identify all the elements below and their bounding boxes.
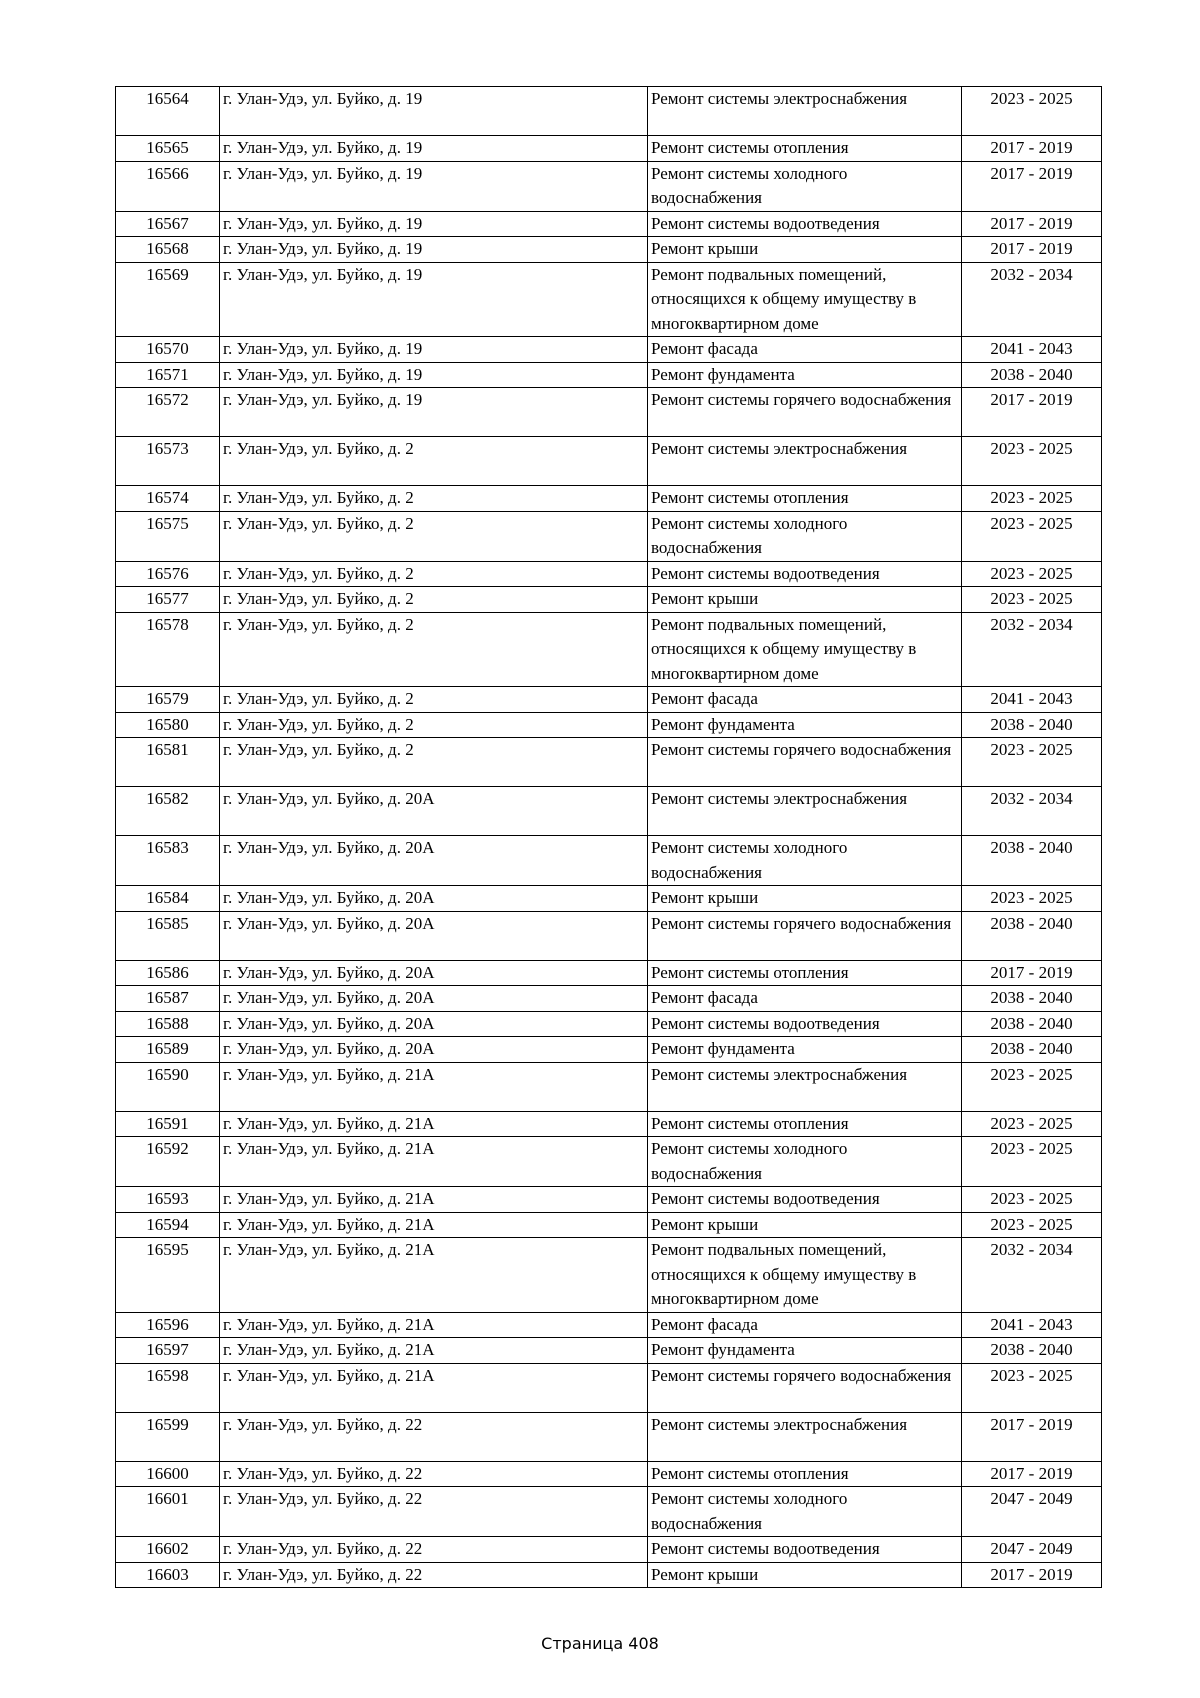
row-number-cell: 16602 [116,1537,220,1563]
period-cell: 2023 - 2025 [962,87,1102,136]
address-cell: г. Улан-Удэ, ул. Буйко, д. 2 [220,587,648,613]
work-type-cell: Ремонт системы отопления [648,960,962,986]
table-row [116,1338,1102,1364]
address-cell: г. Улан-Удэ, ул. Буйко, д. 21А [220,1212,648,1238]
period-cell: 2017 - 2019 [962,237,1102,263]
table-row [116,1537,1102,1563]
row-number-cell: 16597 [116,1338,220,1364]
row-number-cell: 16569 [116,262,220,337]
row-number-cell: 16573 [116,437,220,486]
address-cell: г. Улан-Удэ, ул. Буйко, д. 21А [220,1238,648,1313]
period-cell: 2023 - 2025 [962,437,1102,486]
row-number-cell: 16599 [116,1412,220,1461]
work-type-cell: Ремонт системы холодного водоснабжения [648,836,962,886]
address-cell: г. Улан-Удэ, ул. Буйко, д. 20А [220,986,648,1012]
period-cell: 2032 - 2034 [962,262,1102,337]
table-row [116,911,1102,960]
table-row [116,886,1102,912]
work-type-cell: Ремонт фасада [648,1312,962,1338]
row-number-cell: 16596 [116,1312,220,1338]
period-cell: 2032 - 2034 [962,1238,1102,1313]
address-cell: г. Улан-Удэ, ул. Буйко, д. 21А [220,1187,648,1213]
address-cell: г. Улан-Удэ, ул. Буйко, д. 2 [220,486,648,512]
period-cell: 2023 - 2025 [962,1137,1102,1187]
table-row [116,1037,1102,1063]
table-row [116,1062,1102,1111]
table-row [116,362,1102,388]
work-type-cell: Ремонт системы отопления [648,136,962,162]
row-number-cell: 16591 [116,1111,220,1137]
row-number-cell: 16574 [116,486,220,512]
table-row [116,787,1102,836]
row-number-cell: 16580 [116,712,220,738]
address-cell: г. Улан-Удэ, ул. Буйко, д. 21А [220,1137,648,1187]
work-type-cell: Ремонт фасада [648,337,962,363]
row-number-cell: 16583 [116,836,220,886]
period-cell: 2038 - 2040 [962,986,1102,1012]
table-row [116,1137,1102,1187]
table-row [116,587,1102,613]
work-type-cell: Ремонт системы отопления [648,486,962,512]
work-type-cell: Ремонт подвальных помещений, относящихся к общему имуществу в многоквартирном доме [648,262,962,337]
table-row [116,1111,1102,1137]
table-row [116,561,1102,587]
work-type-cell: Ремонт крыши [648,1562,962,1588]
address-cell: г. Улан-Удэ, ул. Буйко, д. 2 [220,687,648,713]
period-cell: 2023 - 2025 [962,587,1102,613]
period-cell: 2041 - 2043 [962,337,1102,363]
period-cell: 2017 - 2019 [962,960,1102,986]
table-row [116,612,1102,687]
work-type-cell: Ремонт фасада [648,687,962,713]
row-number-cell: 16566 [116,161,220,211]
row-number-cell: 16579 [116,687,220,713]
work-type-cell: Ремонт крыши [648,886,962,912]
work-type-cell: Ремонт системы горячего водоснабжения [648,388,962,437]
row-number-cell: 16570 [116,337,220,363]
period-cell: 2023 - 2025 [962,561,1102,587]
table-row [116,1187,1102,1213]
address-cell: г. Улан-Удэ, ул. Буйко, д. 19 [220,87,648,136]
work-type-cell: Ремонт подвальных помещений, относящихся к общему имуществу в многоквартирном доме [648,1238,962,1313]
row-number-cell: 16576 [116,561,220,587]
work-type-cell: Ремонт системы холодного водоснабжения [648,1487,962,1537]
work-type-cell: Ремонт системы электроснабжения [648,787,962,836]
table-row [116,738,1102,787]
row-number-cell: 16582 [116,787,220,836]
address-cell: г. Улан-Удэ, ул. Буйко, д. 22 [220,1537,648,1563]
table-row [116,437,1102,486]
work-type-cell: Ремонт системы электроснабжения [648,1062,962,1111]
table-row [116,1412,1102,1461]
row-number-cell: 16577 [116,587,220,613]
address-cell: г. Улан-Удэ, ул. Буйко, д. 2 [220,612,648,687]
period-cell: 2023 - 2025 [962,886,1102,912]
address-cell: г. Улан-Удэ, ул. Буйко, д. 2 [220,511,648,561]
period-cell: 2032 - 2034 [962,612,1102,687]
table-row [116,237,1102,263]
row-number-cell: 16590 [116,1062,220,1111]
work-type-cell: Ремонт подвальных помещений, относящихся к общему имуществу в многоквартирном доме [648,612,962,687]
address-cell: г. Улан-Удэ, ул. Буйко, д. 21А [220,1338,648,1364]
row-number-cell: 16565 [116,136,220,162]
row-number-cell: 16575 [116,511,220,561]
row-number-cell: 16588 [116,1011,220,1037]
period-cell: 2038 - 2040 [962,836,1102,886]
table-row [116,1312,1102,1338]
address-cell: г. Улан-Удэ, ул. Буйко, д. 22 [220,1487,648,1537]
table-row [116,511,1102,561]
work-type-cell: Ремонт системы горячего водоснабжения [648,911,962,960]
period-cell: 2047 - 2049 [962,1487,1102,1537]
table-row [116,1011,1102,1037]
period-cell: 2023 - 2025 [962,1187,1102,1213]
period-cell: 2041 - 2043 [962,687,1102,713]
address-cell: г. Улан-Удэ, ул. Буйко, д. 19 [220,161,648,211]
period-cell: 2023 - 2025 [962,1111,1102,1137]
period-cell: 2023 - 2025 [962,1363,1102,1412]
address-cell: г. Улан-Удэ, ул. Буйко, д. 20А [220,886,648,912]
table-row [116,486,1102,512]
row-number-cell: 16598 [116,1363,220,1412]
address-cell: г. Улан-Удэ, ул. Буйко, д. 20А [220,1011,648,1037]
work-type-cell: Ремонт системы горячего водоснабжения [648,1363,962,1412]
period-cell: 2017 - 2019 [962,1562,1102,1588]
row-number-cell: 16571 [116,362,220,388]
table-row [116,687,1102,713]
row-number-cell: 16567 [116,211,220,237]
row-number-cell: 16564 [116,87,220,136]
table-row [116,388,1102,437]
table-row [116,1487,1102,1537]
period-cell: 2038 - 2040 [962,1011,1102,1037]
address-cell: г. Улан-Удэ, ул. Буйко, д. 19 [220,211,648,237]
address-cell: г. Улан-Удэ, ул. Буйко, д. 20А [220,911,648,960]
period-cell: 2023 - 2025 [962,1212,1102,1238]
period-cell: 2017 - 2019 [962,1461,1102,1487]
page-number: Страница 408 [541,1634,659,1653]
period-cell: 2041 - 2043 [962,1312,1102,1338]
period-cell: 2017 - 2019 [962,211,1102,237]
table-row [116,136,1102,162]
period-cell: 2023 - 2025 [962,486,1102,512]
period-cell: 2047 - 2049 [962,1537,1102,1563]
work-type-cell: Ремонт фундамента [648,362,962,388]
work-type-cell: Ремонт системы электроснабжения [648,1412,962,1461]
period-cell: 2017 - 2019 [962,388,1102,437]
row-number-cell: 16572 [116,388,220,437]
work-type-cell: Ремонт системы водоотведения [648,1011,962,1037]
address-cell: г. Улан-Удэ, ул. Буйко, д. 19 [220,136,648,162]
address-cell: г. Улан-Удэ, ул. Буйко, д. 19 [220,337,648,363]
row-number-cell: 16587 [116,986,220,1012]
address-cell: г. Улан-Удэ, ул. Буйко, д. 21А [220,1111,648,1137]
work-type-cell: Ремонт системы водоотведения [648,561,962,587]
work-type-cell: Ремонт фундамента [648,1338,962,1364]
work-type-cell: Ремонт крыши [648,1212,962,1238]
period-cell: 2038 - 2040 [962,712,1102,738]
work-type-cell: Ремонт системы горячего водоснабжения [648,738,962,787]
row-number-cell: 16600 [116,1461,220,1487]
work-type-cell: Ремонт системы отопления [648,1461,962,1487]
address-cell: г. Улан-Удэ, ул. Буйко, д. 21А [220,1312,648,1338]
table-row [116,211,1102,237]
address-cell: г. Улан-Удэ, ул. Буйко, д. 19 [220,262,648,337]
row-number-cell: 16578 [116,612,220,687]
address-cell: г. Улан-Удэ, ул. Буйко, д. 19 [220,362,648,388]
row-number-cell: 16586 [116,960,220,986]
row-number-cell: 16592 [116,1137,220,1187]
address-cell: г. Улан-Удэ, ул. Буйко, д. 22 [220,1412,648,1461]
work-type-cell: Ремонт системы водоотведения [648,211,962,237]
period-cell: 2023 - 2025 [962,511,1102,561]
row-number-cell: 16594 [116,1212,220,1238]
period-cell: 2017 - 2019 [962,136,1102,162]
row-number-cell: 16603 [116,1562,220,1588]
address-cell: г. Улан-Удэ, ул. Буйко, д. 2 [220,437,648,486]
work-type-cell: Ремонт системы водоотведения [648,1537,962,1563]
table-row [116,1238,1102,1313]
work-type-cell: Ремонт крыши [648,587,962,613]
table-row [116,960,1102,986]
row-number-cell: 16585 [116,911,220,960]
address-cell: г. Улан-Удэ, ул. Буйко, д. 21А [220,1062,648,1111]
table-row [116,836,1102,886]
address-cell: г. Улан-Удэ, ул. Буйко, д. 2 [220,738,648,787]
period-cell: 2017 - 2019 [962,1412,1102,1461]
address-cell: г. Улан-Удэ, ул. Буйко, д. 21А [220,1363,648,1412]
work-type-cell: Ремонт фундамента [648,712,962,738]
address-cell: г. Улан-Удэ, ул. Буйко, д. 2 [220,561,648,587]
period-cell: 2038 - 2040 [962,1338,1102,1364]
table-row [116,1363,1102,1412]
address-cell: г. Улан-Удэ, ул. Буйко, д. 20А [220,960,648,986]
address-cell: г. Улан-Удэ, ул. Буйко, д. 2 [220,712,648,738]
table-body [116,87,1102,1588]
period-cell: 2023 - 2025 [962,1062,1102,1111]
address-cell: г. Улан-Удэ, ул. Буйко, д. 20А [220,787,648,836]
work-type-cell: Ремонт фундамента [648,1037,962,1063]
row-number-cell: 16595 [116,1238,220,1313]
table-row [116,1461,1102,1487]
table-row [116,1562,1102,1588]
work-type-cell: Ремонт фасада [648,986,962,1012]
period-cell: 2017 - 2019 [962,161,1102,211]
row-number-cell: 16593 [116,1187,220,1213]
row-number-cell: 16601 [116,1487,220,1537]
row-number-cell: 16589 [116,1037,220,1063]
work-type-cell: Ремонт системы отопления [648,1111,962,1137]
work-type-cell: Ремонт системы холодного водоснабжения [648,161,962,211]
records-table [115,86,1102,1588]
period-cell: 2038 - 2040 [962,362,1102,388]
period-cell: 2038 - 2040 [962,911,1102,960]
address-cell: г. Улан-Удэ, ул. Буйко, д. 19 [220,388,648,437]
address-cell: г. Улан-Удэ, ул. Буйко, д. 22 [220,1461,648,1487]
row-number-cell: 16581 [116,738,220,787]
address-cell: г. Улан-Удэ, ул. Буйко, д. 19 [220,237,648,263]
period-cell: 2023 - 2025 [962,738,1102,787]
address-cell: г. Улан-Удэ, ул. Буйко, д. 22 [220,1562,648,1588]
work-type-cell: Ремонт системы водоотведения [648,1187,962,1213]
work-type-cell: Ремонт системы холодного водоснабжения [648,1137,962,1187]
table-row [116,712,1102,738]
period-cell: 2032 - 2034 [962,787,1102,836]
table-row [116,87,1102,136]
work-type-cell: Ремонт системы электроснабжения [648,437,962,486]
row-number-cell: 16568 [116,237,220,263]
period-cell: 2038 - 2040 [962,1037,1102,1063]
work-type-cell: Ремонт крыши [648,237,962,263]
table-row [116,986,1102,1012]
address-cell: г. Улан-Удэ, ул. Буйко, д. 20А [220,1037,648,1063]
row-number-cell: 16584 [116,886,220,912]
table-row [116,1212,1102,1238]
table-row [116,337,1102,363]
table-row [116,262,1102,337]
work-type-cell: Ремонт системы электроснабжения [648,87,962,136]
address-cell: г. Улан-Удэ, ул. Буйко, д. 20А [220,836,648,886]
work-type-cell: Ремонт системы холодного водоснабжения [648,511,962,561]
table-row [116,161,1102,211]
